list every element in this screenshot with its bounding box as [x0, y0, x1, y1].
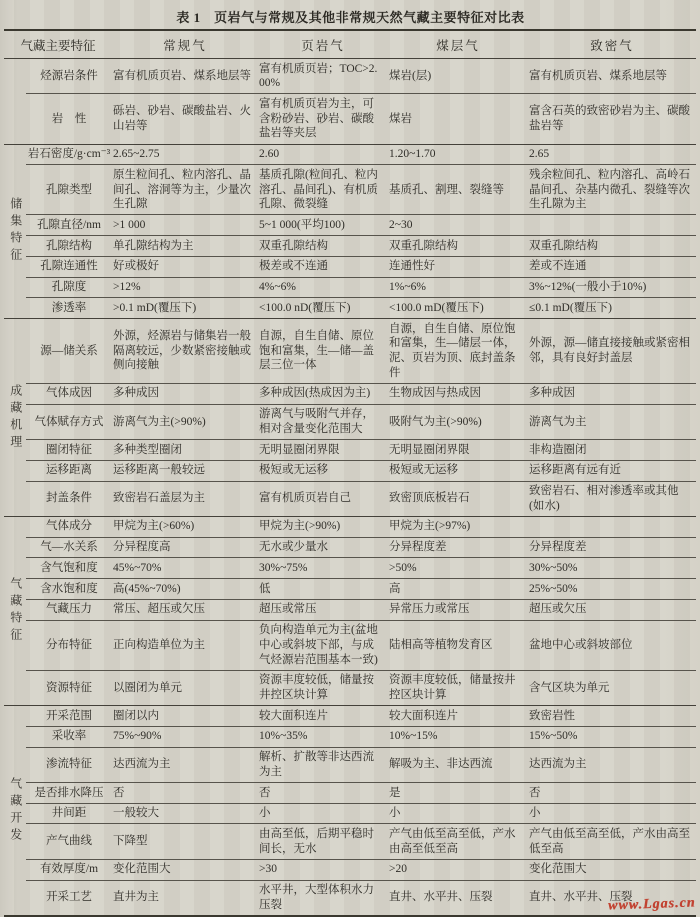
table-row [4, 440, 696, 461]
row-feature-label: 气体赋存方式 [26, 404, 112, 439]
value-cell: 无水或少量水 [258, 537, 388, 558]
value-cell: 致密岩性 [528, 706, 696, 727]
row-feature-label: 气—水关系 [26, 537, 112, 558]
value-cell: 多种类型圈闭 [112, 440, 258, 461]
table-row [4, 319, 696, 384]
value-cell: 游离气为主(>90%) [112, 404, 258, 439]
value-cell: 常压、超压或欠压 [112, 599, 258, 620]
value-cell: 一般较大 [112, 803, 258, 824]
value-cell: 极短或无运移 [258, 460, 388, 481]
value-cell: 1.20~1.70 [388, 144, 528, 165]
table-row [4, 558, 696, 579]
value-cell: 双重孔隙结构 [528, 236, 696, 257]
value-cell: 2.60 [258, 144, 388, 165]
row-feature-label: 有效厚度/m [26, 859, 112, 880]
column-header-gas: 致密气 [528, 30, 696, 59]
row-feature-label: 含水饱和度 [26, 579, 112, 600]
group-label: 气藏特征 [4, 516, 26, 705]
value-cell: 10%~35% [258, 726, 388, 747]
value-cell: 圈闭以内 [112, 706, 258, 727]
group-label: 储集特征 [4, 144, 26, 318]
value-cell: >1 000 [112, 215, 258, 236]
value-cell: 无明显圈闭界限 [258, 440, 388, 461]
row-feature-label: 气藏压力 [26, 599, 112, 620]
group-label [4, 59, 26, 145]
value-cell: 2~30 [388, 215, 528, 236]
value-cell: ≤0.1 mD(覆压下) [528, 298, 696, 319]
column-header-feature: 气藏主要特征 [4, 30, 112, 59]
row-feature-label: 气体成因 [26, 383, 112, 404]
value-cell: <100.0 nD(覆压下) [258, 298, 388, 319]
value-cell: 富有机质页岩、煤系地层等 [112, 59, 258, 94]
table-row [4, 599, 696, 620]
value-cell: 陆相高等植物发育区 [388, 620, 528, 670]
table-row [4, 537, 696, 558]
row-feature-label: 封盖条件 [26, 481, 112, 516]
value-cell: >50% [388, 558, 528, 579]
value-cell: 水平井，大型体积水力压裂 [259, 884, 375, 911]
value-cell: 变化范围大 [112, 859, 258, 880]
value-cell: 否 [112, 783, 258, 804]
value-cell: >0.1 mD(覆压下) [112, 298, 258, 319]
value-cell: 直井为主 [113, 891, 160, 904]
value-cell: 解析、扩散等非达西流为主 [258, 747, 388, 782]
table-row [4, 516, 696, 537]
value-cell: 自源，自生自储、原位饱和富集，生—储层一体，泥、页岩为顶、底封盖条件 [388, 319, 528, 384]
value-cell: 连通性好 [388, 256, 528, 277]
row-feature-label: 含气饱和度 [26, 558, 112, 579]
value-cell: 小 [258, 803, 388, 824]
row-feature-label: 开采工艺 [46, 891, 92, 904]
value-cell: 甲烷为主(>90%) [258, 516, 388, 537]
table-row [4, 144, 696, 165]
value-cell: 生物成因与热成因 [388, 383, 528, 404]
table-row [4, 298, 696, 319]
value-cell: 1%~6% [388, 277, 528, 298]
column-header-gas: 页岩气 [258, 30, 388, 59]
row-feature-label: 圈闭特征 [26, 440, 112, 461]
value-cell: 双重孔隙结构 [388, 236, 528, 257]
value-cell: 原生粒间孔、粒内溶孔、晶间孔、溶洞等为主，少量次生孔隙 [112, 165, 258, 215]
header-row [4, 30, 696, 59]
value-cell: 游离气为主 [528, 404, 696, 439]
row-feature-label: 渗透率 [26, 298, 112, 319]
row-feature-label: 孔隙结构 [26, 236, 112, 257]
value-cell: 双重孔隙结构 [258, 236, 388, 257]
value-cell: 运移距离一般较远 [112, 460, 258, 481]
group-label: 成藏机理 [4, 319, 26, 517]
table-title: 表 1 页岩气与常规及其他非常规天然气藏主要特征对比表 [176, 10, 525, 25]
group-label: 气藏开发 [4, 706, 26, 916]
value-cell: 30%~50% [528, 558, 696, 579]
value-cell: 非构造圈闭 [528, 440, 696, 461]
row-feature-label: 岩石密度/g·cm⁻³ [26, 144, 112, 165]
value-cell: 30%~75% [258, 558, 388, 579]
value-cell: 直井、水平井、压裂 [529, 891, 633, 904]
table-row [4, 215, 696, 236]
value-cell: 45%~70% [112, 558, 258, 579]
table-row [4, 747, 696, 782]
row-feature-label: 渗流特征 [26, 747, 112, 782]
table-row [4, 236, 696, 257]
value-cell: 基质孔、割理、裂缝等 [388, 165, 528, 215]
value-cell: 由高至低，后期平稳时间长，无水 [258, 824, 388, 859]
value-cell: 较大面积连片 [388, 706, 528, 727]
value-cell: 富有机质页岩；TOC>2.00% [258, 59, 388, 94]
value-cell: 小 [528, 803, 696, 824]
value-cell: 小 [388, 803, 528, 824]
table-row [4, 383, 696, 404]
value-cell: 达西流为主 [528, 747, 696, 782]
row-feature-label: 产气曲线 [26, 824, 112, 859]
value-cell: 游离气与吸附气并存，相对含量变化范围大 [258, 404, 388, 439]
value-cell: >12% [112, 277, 258, 298]
value-cell: 资源丰度较低，储量按井控区块计算 [388, 670, 528, 705]
value-cell: 达西流为主 [112, 747, 258, 782]
value-cell: 高(45%~70%) [112, 579, 258, 600]
table-row [4, 859, 696, 880]
row-feature-label: 采收率 [26, 726, 112, 747]
value-cell: 富有机质页岩自己 [258, 481, 388, 516]
table-row [4, 706, 696, 727]
value-cell: 分异程度差 [528, 537, 696, 558]
value-cell: 4%~6% [258, 277, 388, 298]
value-cell: 低 [258, 579, 388, 600]
gas-comparison-table [4, 29, 696, 917]
value-cell: 分异程度高 [112, 537, 258, 558]
value-cell: 正向构造单位为主 [112, 620, 258, 670]
value-cell [528, 215, 696, 236]
value-cell: 5~1 000(平均100) [258, 215, 388, 236]
column-header-gas: 煤层气 [388, 30, 528, 59]
table-row [4, 59, 696, 94]
value-cell: 是 [388, 783, 528, 804]
value-cell: 单孔隙结构为主 [112, 236, 258, 257]
value-cell: 基质孔隙(粒间孔、粒内溶孔、晶间孔)、有机质孔隙、微裂缝 [258, 165, 388, 215]
value-cell: 自源，自生自储、原位饱和富集，生—储—盖层三位一体 [258, 319, 388, 384]
value-cell: 否 [528, 783, 696, 804]
table-row [4, 460, 696, 481]
value-cell: <100.0 mD(覆压下) [388, 298, 528, 319]
row-feature-label: 资源特征 [26, 670, 112, 705]
table-row [4, 726, 696, 747]
value-cell: 极差或不连通 [258, 256, 388, 277]
value-cell: 外源，源—储直接接触或紧密相邻，具有良好封盖层 [528, 319, 696, 384]
row-feature-label: 井间距 [26, 803, 112, 824]
value-cell: 吸附气为主(>90%) [388, 404, 528, 439]
row-feature-label: 孔隙直径/nm [26, 215, 112, 236]
row-feature-label: 孔隙度 [26, 277, 112, 298]
value-cell: 超压或常压 [258, 599, 388, 620]
value-cell: 3%~12%(一般小于10%) [528, 277, 696, 298]
value-cell: 25%~50% [528, 579, 696, 600]
table-row [4, 165, 696, 215]
watermark-text: www.Lgas.cn [607, 895, 696, 914]
value-cell: 多种成因 [528, 383, 696, 404]
table-row [4, 803, 696, 824]
value-cell: 极短或无运移 [388, 460, 528, 481]
value-cell: 10%~15% [388, 726, 528, 747]
value-cell: 盆地中心或斜坡部位 [528, 620, 696, 670]
value-cell: 煤岩 [388, 94, 528, 144]
value-cell: 产气由低至高至低，产水由高至低至高 [388, 824, 528, 859]
row-feature-label: 孔隙连通性 [26, 256, 112, 277]
value-cell: 资源丰度较低，储量按井控区块计算 [258, 670, 388, 705]
table-row [4, 404, 696, 439]
value-cell: 解吸为主、非达西流 [388, 747, 528, 782]
column-header-gas: 常规气 [112, 30, 258, 59]
value-cell: 致密顶底板岩石 [388, 481, 528, 516]
table-row [4, 670, 696, 705]
row-feature-label: 开采范围 [26, 706, 112, 727]
value-cell: 直井、水平井、压裂 [389, 891, 493, 904]
value-cell: 15%~50% [528, 726, 696, 747]
value-cell: 无明显圈闭界限 [388, 440, 528, 461]
value-cell: 高 [388, 579, 528, 600]
value-cell: 较大面积连片 [258, 706, 388, 727]
value-cell: 以圈闭为单元 [112, 670, 258, 705]
value-cell: 否 [258, 783, 388, 804]
value-cell: 75%~90% [112, 726, 258, 747]
row-feature-label: 运移距离 [26, 460, 112, 481]
value-cell: 多种成因(热成因为主) [258, 383, 388, 404]
table-row [4, 277, 696, 298]
row-feature-label: 孔隙类型 [26, 165, 112, 215]
table-row [4, 620, 696, 670]
value-cell: 富含石英的致密砂岩为主、碳酸盐岩等 [528, 94, 696, 144]
table-row [4, 94, 696, 144]
value-cell: 分异程度差 [388, 537, 528, 558]
value-cell: 含气区块为单元 [528, 670, 696, 705]
value-cell [528, 516, 696, 537]
row-feature-label: 烃源岩条件 [26, 59, 112, 94]
value-cell: 残余粒间孔、粒内溶孔、高岭石晶间孔、杂基内微孔、裂缝等次生孔隙为主 [528, 165, 696, 215]
value-cell: 变化范围大 [528, 859, 696, 880]
value-cell: 富有机质页岩为主，可含粉砂岩、砂岩、碳酸盐岩等夹层 [258, 94, 388, 144]
table-row [4, 880, 696, 916]
value-cell: 富有机质页岩、煤系地层等 [528, 59, 696, 94]
value-cell: 致密岩石盖层为主 [112, 481, 258, 516]
value-cell: 2.65 [528, 144, 696, 165]
value-cell: 多种成因 [112, 383, 258, 404]
table-row [4, 783, 696, 804]
row-feature-label: 分布特征 [26, 620, 112, 670]
value-cell: 异常压力或常压 [388, 599, 528, 620]
value-cell: 好或极好 [112, 256, 258, 277]
value-cell: 负向构造单元为主(盆地中心或斜坡下部，与成气烃源岩范围基本一致) [258, 620, 388, 670]
value-cell: 甲烷为主(>97%) [388, 516, 528, 537]
value-cell: 差或不连通 [528, 256, 696, 277]
value-cell: >30 [258, 859, 388, 880]
row-feature-label: 源—储关系 [26, 319, 112, 384]
value-cell: 煤岩(层) [388, 59, 528, 94]
value-cell: 外源，烃源岩与储集岩一般隔离较远，少数紧密接触或侧向接触 [112, 319, 258, 384]
value-cell: 2.65~2.75 [112, 144, 258, 165]
row-feature-label: 岩 性 [26, 94, 112, 144]
table-row [4, 824, 696, 859]
row-feature-label: 气体成分 [26, 516, 112, 537]
value-cell: 下降型 [112, 824, 258, 859]
value-cell: 超压或欠压 [528, 599, 696, 620]
value-cell: 运移距离有远有近 [528, 460, 696, 481]
table-row [4, 481, 696, 516]
value-cell: 产气由低至高至低，产水由高至低至高 [528, 824, 696, 859]
value-cell: 砾岩、砂岩、碳酸盐岩、火山岩等 [112, 94, 258, 144]
table-row [4, 579, 696, 600]
table-row [4, 256, 696, 277]
value-cell: 甲烷为主(>60%) [112, 516, 258, 537]
row-feature-label: 是否排水降压 [26, 783, 112, 804]
value-cell: 致密岩石、相对渗透率或其他(如水) [528, 481, 696, 516]
value-cell: >20 [388, 859, 528, 880]
